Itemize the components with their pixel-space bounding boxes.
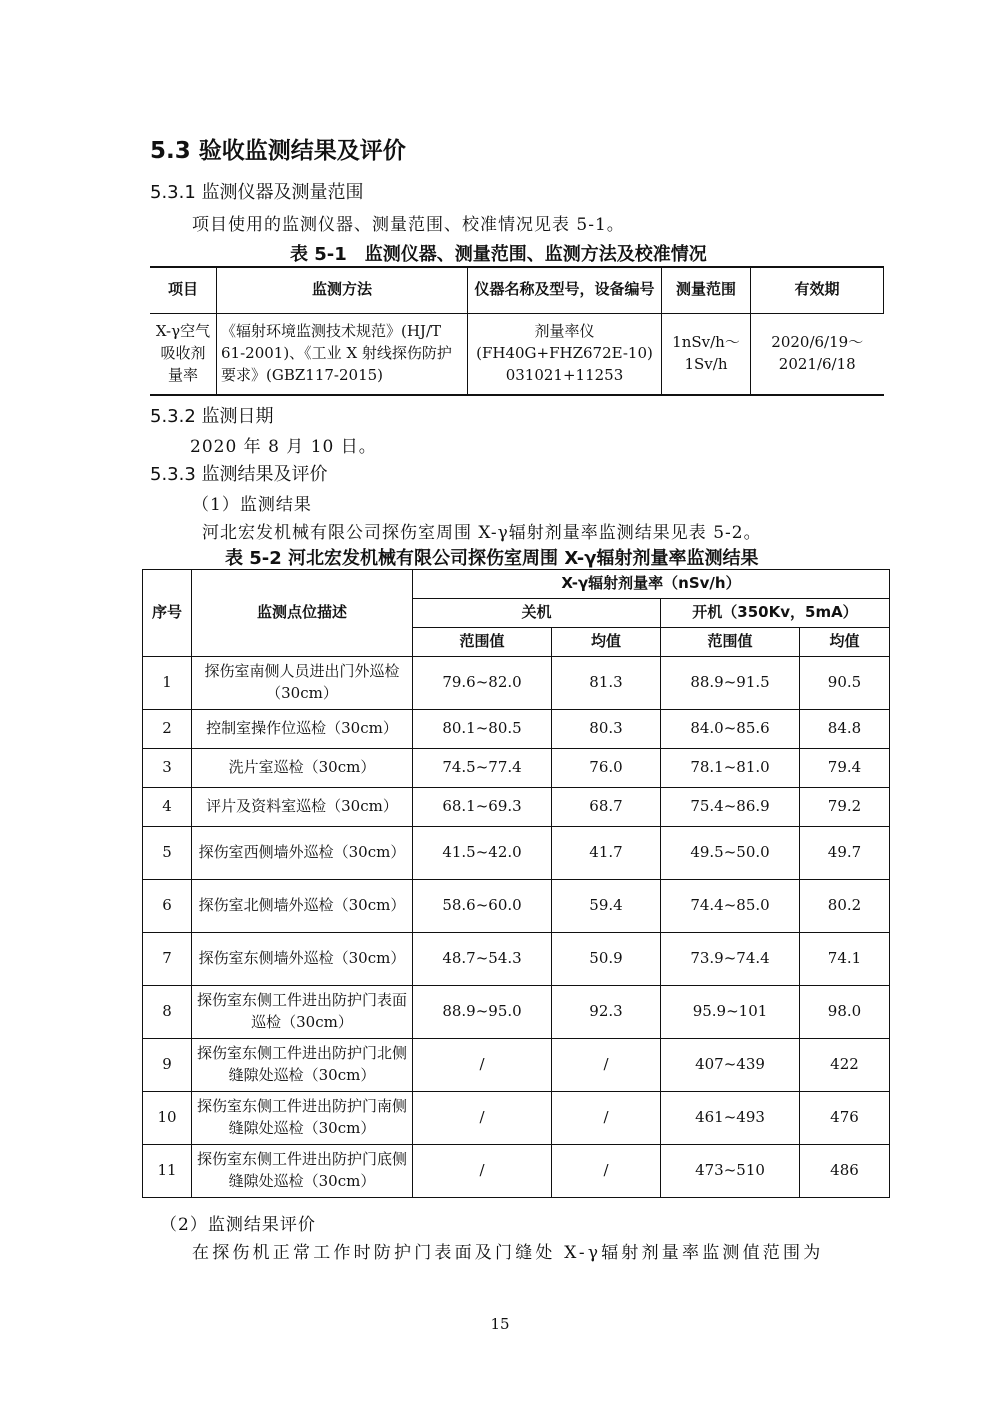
row-off-range: / [413, 1092, 552, 1145]
s532-text: 2020 年 8 月 10 日。 [190, 437, 377, 457]
t1-item: X-γ空气吸收剂量率 [150, 313, 217, 395]
table-row [143, 1039, 890, 1092]
t1-instrument [468, 313, 662, 395]
row-on-mean: 476 [800, 1092, 890, 1145]
row-off-mean: 80.3 [552, 710, 661, 749]
row-on-mean: 98.0 [800, 986, 890, 1039]
subsection-533-title: 5.3.3 监测结果及评价 [150, 464, 328, 485]
row-no: 2 [143, 710, 192, 749]
row-desc: 探伤室北侧墙外巡检（30cm） [192, 880, 413, 933]
row-no: 5 [143, 827, 192, 880]
row-on-range: 461~493 [661, 1092, 800, 1145]
t1-instrument-name: 剂量率仪 [534, 322, 595, 341]
row-on-range: 84.0~85.6 [661, 710, 800, 749]
row-no: 10 [143, 1092, 192, 1145]
row-desc: 评片及资料室巡检（30cm） [192, 788, 413, 827]
row-off-mean: 81.3 [552, 657, 661, 710]
t1-instrument-id: 031021+11253 [505, 365, 624, 384]
row-on-mean: 74.1 [800, 933, 890, 986]
table-row [143, 657, 890, 710]
row-on-mean: 486 [800, 1145, 890, 1198]
row-no: 4 [143, 788, 192, 827]
row-off-mean: 76.0 [552, 749, 661, 788]
t1-header-validity: 有效期 [751, 267, 884, 313]
table-row [143, 1092, 890, 1145]
t1-range: 1nSv/h～1Sv/h [662, 313, 751, 395]
row-on-range: 73.9~74.4 [661, 933, 800, 986]
row-on-mean: 79.4 [800, 749, 890, 788]
s531-text: 项目使用的监测仪器、测量范围、校准情况见表 5-1。 [192, 215, 625, 235]
row-no: 11 [143, 1145, 192, 1198]
row-on-range: 407~439 [661, 1039, 800, 1092]
row-desc: 洗片室巡检（30cm） [192, 749, 413, 788]
table1-caption: 表 5-1 监测仪器、测量范围、监测方法及校准情况 [290, 244, 707, 265]
s533-text: 河北宏发机械有限公司探伤室周围 X-γ辐射剂量率监测结果见表 5-2。 [202, 523, 762, 543]
row-desc: 控制室操作位巡检（30cm） [192, 710, 413, 749]
t2-header-off-range: 范围值 [413, 628, 552, 657]
row-off-range: 79.6~82.0 [413, 657, 552, 710]
table1 [150, 266, 884, 396]
row-off-range: 68.1~69.3 [413, 788, 552, 827]
t2-header-off: 关机 [413, 599, 661, 628]
row-off-mean: 92.3 [552, 986, 661, 1039]
t2-body [143, 657, 890, 1198]
row-off-range: 58.6~60.0 [413, 880, 552, 933]
eval-sub2: （2）监测结果评价 [160, 1215, 316, 1235]
row-no: 7 [143, 933, 192, 986]
row-on-range: 78.1~81.0 [661, 749, 800, 788]
row-off-range: / [413, 1145, 552, 1198]
row-off-range: 41.5~42.0 [413, 827, 552, 880]
row-on-mean: 422 [800, 1039, 890, 1092]
row-off-range: 74.5~77.4 [413, 749, 552, 788]
row-off-mean: / [552, 1145, 661, 1198]
row-off-mean: 68.7 [552, 788, 661, 827]
t1-header-instrument: 仪器名称及型号，设备编号 [468, 267, 662, 313]
t2-header-off-mean: 均值 [552, 628, 661, 657]
row-desc: 探伤室东侧工件进出防护门表面巡检（30cm） [192, 986, 413, 1039]
row-off-mean: / [552, 1039, 661, 1092]
section-title: 5.3 验收监测结果及评价 [150, 138, 406, 164]
table-row [143, 933, 890, 986]
table-row [143, 827, 890, 880]
row-on-range: 95.9~101 [661, 986, 800, 1039]
row-no: 8 [143, 986, 192, 1039]
row-no: 1 [143, 657, 192, 710]
table2-caption: 表 5-2 河北宏发机械有限公司探伤室周围 X-γ辐射剂量率监测结果 [225, 548, 759, 569]
row-desc: 探伤室南侧人员进出门外巡检（30cm） [192, 657, 413, 710]
row-off-range: 88.9~95.0 [413, 986, 552, 1039]
t1-header-method: 监测方法 [217, 267, 468, 313]
table-row [143, 788, 890, 827]
row-desc: 探伤室东侧墙外巡检（30cm） [192, 933, 413, 986]
page-number: 15 [490, 1315, 510, 1333]
t1-method: 《辐射环境监测技术规范》(HJ/T 61-2001)、《工业 X 射线探伤防护要求》(GBZ117-2015) [217, 313, 468, 395]
row-off-mean: 41.7 [552, 827, 661, 880]
table-row [143, 1145, 890, 1198]
t2-header-rate: X-γ辐射剂量率（nSv/h） [413, 570, 890, 599]
row-on-range: 49.5~50.0 [661, 827, 800, 880]
row-desc: 探伤室东侧工件进出防护门底侧缝隙处巡检（30cm） [192, 1145, 413, 1198]
t1-header-range: 测量范围 [662, 267, 751, 313]
subsection-531-title: 5.3.1 监测仪器及测量范围 [150, 182, 364, 203]
table-row [143, 710, 890, 749]
row-off-mean: / [552, 1092, 661, 1145]
row-on-mean: 49.7 [800, 827, 890, 880]
row-no: 3 [143, 749, 192, 788]
row-on-range: 74.4~85.0 [661, 880, 800, 933]
row-on-range: 473~510 [661, 1145, 800, 1198]
row-off-range: 48.7~54.3 [413, 933, 552, 986]
row-on-mean: 80.2 [800, 880, 890, 933]
t2-header-no: 序号 [143, 570, 192, 657]
row-no: 6 [143, 880, 192, 933]
eval-text: 在探伤机正常工作时防护门表面及门缝处 X-γ辐射剂量率监测值范围为 [192, 1243, 824, 1263]
row-desc: 探伤室西侧墙外巡检（30cm） [192, 827, 413, 880]
row-off-mean: 59.4 [552, 880, 661, 933]
s533-sub1: （1）监测结果 [192, 495, 312, 515]
table-row [143, 749, 890, 788]
row-on-mean: 90.5 [800, 657, 890, 710]
t2-header-on-mean: 均值 [800, 628, 890, 657]
t2-header-on: 开机（350Kv，5mA） [661, 599, 890, 628]
subsection-532-title: 5.3.2 监测日期 [150, 406, 274, 427]
row-on-range: 88.9~91.5 [661, 657, 800, 710]
row-desc: 探伤室东侧工件进出防护门南侧缝隙处巡检（30cm） [192, 1092, 413, 1145]
row-off-mean: 50.9 [552, 933, 661, 986]
t1-header-item: 项目 [150, 267, 217, 313]
t1-instrument-model: (FH40G+FHZ672E-10) [476, 343, 653, 362]
t2-header-on-range: 范围值 [661, 628, 800, 657]
table2 [142, 569, 890, 1198]
row-on-range: 75.4~86.9 [661, 788, 800, 827]
table-row [143, 880, 890, 933]
table-row [143, 986, 890, 1039]
row-on-mean: 79.2 [800, 788, 890, 827]
row-off-range: / [413, 1039, 552, 1092]
t1-validity: 2020/6/19～2021/6/18 [751, 313, 884, 395]
row-off-range: 80.1~80.5 [413, 710, 552, 749]
row-on-mean: 84.8 [800, 710, 890, 749]
row-no: 9 [143, 1039, 192, 1092]
t2-header-desc: 监测点位描述 [192, 570, 413, 657]
row-desc: 探伤室东侧工件进出防护门北侧缝隙处巡检（30cm） [192, 1039, 413, 1092]
